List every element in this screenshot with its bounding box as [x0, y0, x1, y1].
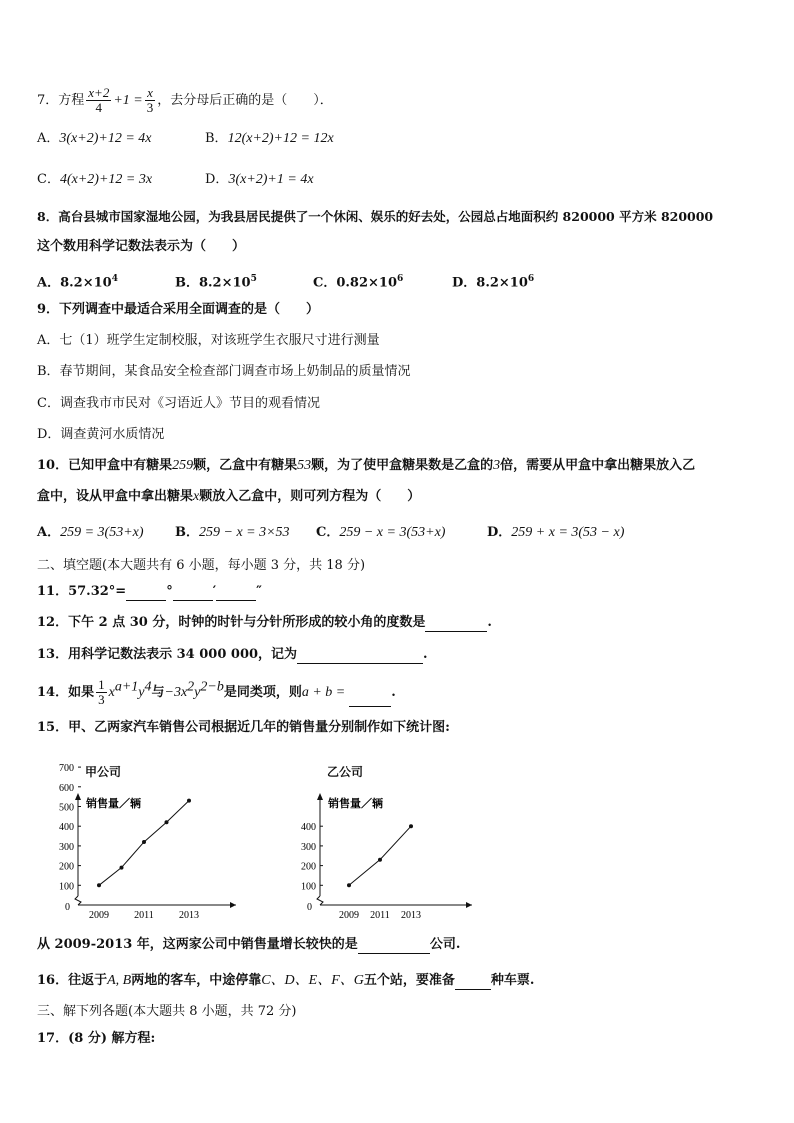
y-tick-label: 200	[59, 861, 74, 873]
chart-a-title: 甲公司	[85, 765, 122, 779]
data-point	[120, 866, 124, 870]
q9-option-a[interactable]: A．七（1）班学生定制校服，对该班学生衣服尺寸进行测量	[37, 333, 380, 348]
y-tick-label: 200	[301, 861, 316, 873]
y-tick-label: 500	[59, 802, 74, 814]
origin-label: 0	[307, 902, 312, 913]
q9-option-b[interactable]: B．春节期间，某食品安全检查部门调查市场上奶制品的质量情况	[37, 364, 411, 379]
x-tick-label: 2011	[134, 910, 154, 921]
q12-blank[interactable]	[425, 613, 487, 632]
q14: 14．如果 $\frac{1}{3}$ $x^{a+1}y^4$与$-3x^2y^{2-b}$是同类项，则a + b = .	[37, 677, 396, 707]
x-tick-label: 2009	[89, 910, 109, 921]
y-axis-label: 销售量／辆	[86, 797, 141, 810]
y-tick-label: 400	[59, 822, 74, 834]
q7-mid: +1 =	[113, 93, 143, 108]
x-axis-arrow	[466, 902, 472, 908]
q7-suffix: ，去分母后正确的是（ ）．	[157, 93, 333, 108]
y-axis-arrow	[317, 793, 323, 800]
q11-blank-seconds[interactable]	[216, 582, 256, 601]
x-tick-label: 2013	[179, 910, 199, 921]
q10-option-d[interactable]: D．259 + x = 3(53 − x)	[487, 525, 625, 540]
section-3-heading: 三、解下列各题(本大题共 8 小题，共 72 分)	[37, 1004, 297, 1019]
y-axis-label: 销售量／辆	[328, 797, 383, 810]
q7-option-b[interactable]: B．12(x+2)+12 = 12x	[205, 131, 334, 146]
x-tick-label: 2011	[370, 910, 390, 921]
y-tick-label: 300	[301, 841, 316, 853]
data-point	[165, 820, 169, 824]
q15-stem: 15．甲、乙两家汽车销售公司根据近几年的销售量分别制作如下统计图:	[37, 720, 450, 735]
y-tick-label: 700	[59, 763, 74, 775]
y-tick-label: 100	[59, 881, 74, 893]
y-tick-label: 600	[59, 782, 74, 794]
chart-b	[282, 785, 482, 923]
q8-line-2: 这个数用科学记数法表示为（ ）	[37, 239, 246, 254]
q16-blank[interactable]	[455, 971, 491, 990]
q13-blank[interactable]	[297, 645, 423, 664]
q11: 11．57.32°= ° ′ ″	[37, 584, 262, 599]
q7-fraction-1: $\frac{x+2}{4}$	[88, 85, 110, 115]
q12: 12．下午 2 点 30 分，时钟的时针与分针所形成的较小角的度数是 .	[37, 615, 492, 630]
q15-blank[interactable]	[358, 935, 430, 954]
x-tick-label: 2013	[401, 910, 421, 921]
q10-line-1: 10．已知甲盒中有糖果259颗，乙盒中有糖果53颗，为了使甲盒糖果数是乙盒的3倍，需要从甲盒中拿出糖果放入乙	[37, 458, 696, 473]
q7-prefix: 7．方程	[37, 93, 85, 108]
q8-option-a[interactable]: A．$8.2\times 10^4$	[37, 274, 118, 291]
q16: 16．往返于A, B两地的客车，中途停靠C、D、E、F、G五个站，要准备 种车票.	[37, 973, 535, 988]
section-2-heading: 二、填空题(本大题共有 6 小题，每小题 3 分，共 18 分)	[37, 558, 366, 573]
y-axis-arrow	[75, 793, 81, 800]
q10-option-c[interactable]: C．259 − x = 3(53+x)	[316, 525, 446, 540]
q10-option-b[interactable]: B．259 − x = 3×53	[175, 525, 290, 540]
q10-option-a[interactable]: A．259 = 3(53+x)	[37, 525, 144, 540]
data-point	[97, 883, 101, 887]
origin-label: 0	[65, 902, 70, 913]
q10-line-2: 盒中，设从甲盒中拿出糖果x颗放入乙盒中，则可列方程为（ ）	[37, 489, 421, 504]
y-axis-break	[75, 896, 81, 905]
x-tick-label: 2009	[339, 910, 359, 921]
series-line	[349, 826, 411, 885]
q7-option-c[interactable]: C．4(x+2)+12 = 3x	[37, 172, 153, 187]
q7-fraction-2: $\frac{x}{3}$	[146, 85, 154, 115]
q8-option-d[interactable]: D．$8.2\times 10^6$	[452, 274, 535, 291]
q9-stem: 9．下列调查中最适合采用全面调查的是（ ）	[37, 302, 320, 317]
q8-line-1: 8．高台县城市国家湿地公园，为我县居民提供了一个休闲、娱乐的好去处，公园总占地面积约 820000 平方米 820000	[37, 209, 714, 224]
q9-option-c[interactable]: C．调查我市市民对《习语近人》节目的观看情况	[37, 396, 320, 411]
data-point	[347, 883, 351, 887]
question-7-stem	[37, 86, 333, 115]
chart-b-title: 乙公司	[327, 765, 364, 779]
q15-answer: 从 2009-2013 年，这两家公司中销售量增长较快的是 公司.	[37, 937, 461, 952]
data-point	[142, 840, 146, 844]
x-axis-arrow	[230, 902, 236, 908]
q8-option-c[interactable]: C．$0.82\times 10^6$	[313, 274, 404, 291]
q14-blank[interactable]	[349, 688, 391, 707]
q11-blank-minutes[interactable]	[173, 582, 213, 601]
y-tick-label: 400	[301, 822, 316, 834]
y-tick-label: 100	[301, 881, 316, 893]
q8-option-b[interactable]: B．$8.2\times 10^5$	[175, 274, 257, 291]
q9-option-d[interactable]: D．调查黄河水质情况	[37, 427, 165, 442]
data-point	[409, 824, 413, 828]
q13: 13．用科学记数法表示 34 000 000，记为 .	[37, 647, 428, 662]
q7-option-a[interactable]: A．3(x+2)+12 = 4x	[37, 131, 152, 146]
q17: 17．(8 分) 解方程:	[37, 1031, 156, 1046]
y-tick-label: 300	[59, 841, 74, 853]
y-axis-break	[317, 896, 323, 905]
q14-fraction: $\frac{1}{3}$	[98, 677, 105, 707]
q11-blank-degrees[interactable]	[126, 582, 166, 601]
data-point	[187, 799, 191, 803]
q7-option-d[interactable]: D．3(x+2)+1 = 4x	[205, 172, 314, 187]
data-point	[378, 858, 382, 862]
